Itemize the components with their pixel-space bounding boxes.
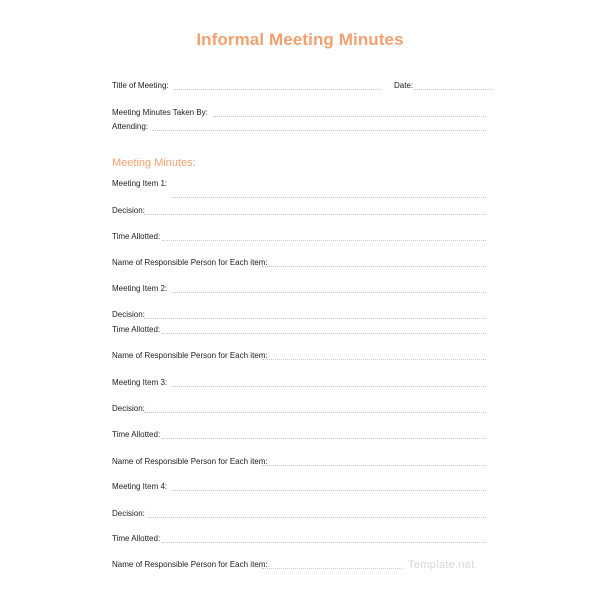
- time-allotted-line[interactable]: [162, 240, 486, 241]
- title-of-meeting-line[interactable]: [174, 89, 380, 90]
- item-heading: Meeting Item 4:: [112, 482, 168, 491]
- responsible-label: Name of Responsible Person for Each item:: [112, 351, 268, 360]
- time-allotted-line[interactable]: [162, 542, 486, 543]
- responsible-line[interactable]: [262, 359, 486, 360]
- decision-line[interactable]: [148, 517, 486, 518]
- time-allotted-line[interactable]: [162, 333, 486, 334]
- decision-label: Decision:: [112, 206, 145, 215]
- time-allotted-label: Time Allotted:: [112, 325, 161, 334]
- decision-label: Decision:: [112, 310, 145, 319]
- date-label: Date:: [394, 81, 414, 90]
- watermark: Template.net: [408, 559, 475, 571]
- time-allotted-label: Time Allotted:: [112, 534, 161, 543]
- item-heading-line[interactable]: [172, 197, 486, 198]
- item-heading: Meeting Item 3:: [112, 378, 168, 387]
- responsible-line[interactable]: [262, 465, 486, 466]
- title-of-meeting-label: Title of Meeting:: [112, 81, 169, 90]
- time-allotted-label: Time Allotted:: [112, 430, 161, 439]
- decision-label: Decision:: [112, 509, 145, 518]
- item-heading: Meeting Item 2:: [112, 284, 168, 293]
- date-line[interactable]: [414, 89, 492, 90]
- decision-label: Decision:: [112, 404, 145, 413]
- time-allotted-line[interactable]: [162, 438, 486, 439]
- item-heading-line[interactable]: [172, 490, 486, 491]
- item-heading-line[interactable]: [172, 386, 486, 387]
- responsible-label: Name of Responsible Person for Each item:: [112, 258, 268, 267]
- taken-by-line[interactable]: [214, 116, 486, 117]
- decision-line[interactable]: [144, 214, 486, 215]
- responsible-line[interactable]: [262, 266, 486, 267]
- taken-by-label: Meeting Minutes Taken By:: [112, 108, 208, 117]
- responsible-label: Name of Responsible Person for Each item:: [112, 560, 268, 569]
- section-heading: Meeting Minutes:: [112, 157, 196, 169]
- time-allotted-label: Time Allotted:: [112, 232, 161, 241]
- responsible-label: Name of Responsible Person for Each item:: [112, 457, 268, 466]
- attending-line[interactable]: [152, 130, 486, 131]
- item-heading: Meeting Item 1:: [112, 179, 168, 188]
- item-heading-line[interactable]: [172, 292, 486, 293]
- decision-line[interactable]: [144, 412, 486, 413]
- page-title: Informal Meeting Minutes: [196, 30, 404, 49]
- decision-line[interactable]: [144, 318, 486, 319]
- attending-label: Attending:: [112, 122, 149, 131]
- responsible-line[interactable]: [262, 568, 402, 569]
